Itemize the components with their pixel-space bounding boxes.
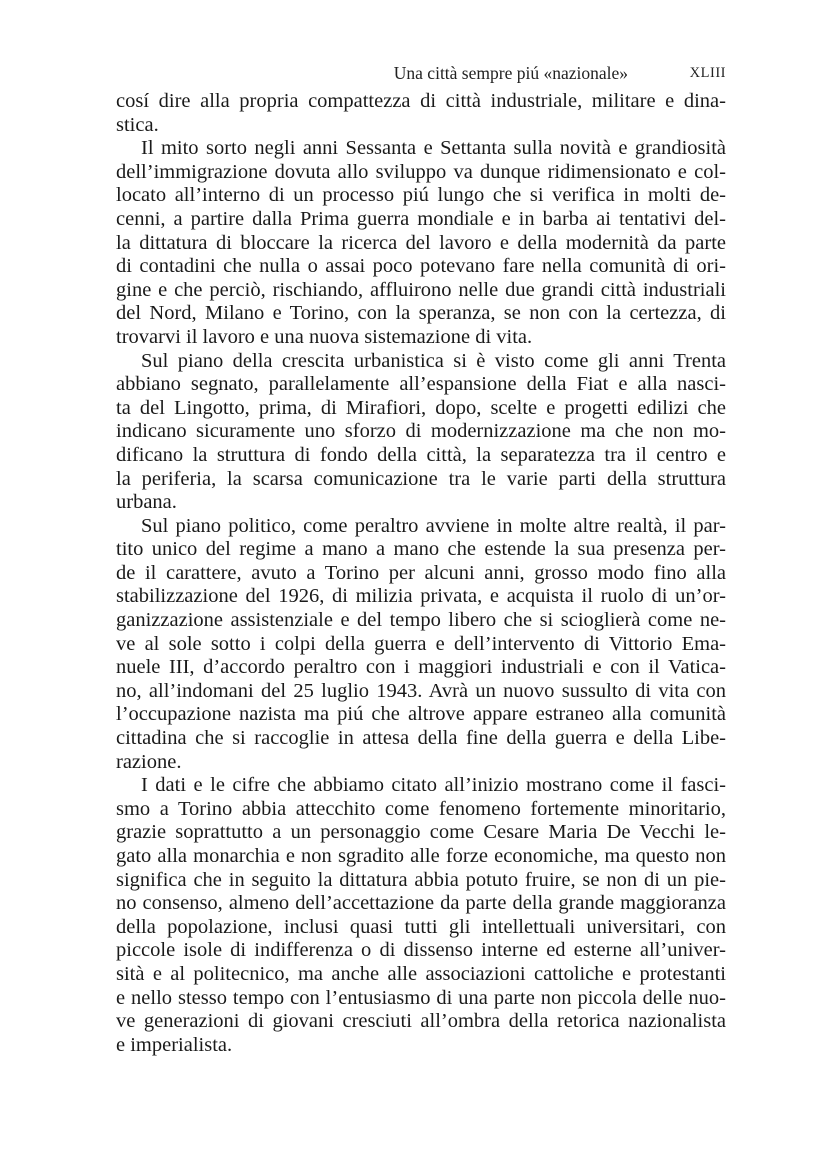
paragraph bbox=[116, 90, 726, 137]
text-line: di contadini che nulla o assai poco potevano fare nella comunità di ori- bbox=[116, 255, 726, 278]
text-line: del Nord, Milano e Torino, con la speranza, se non con la certezza, di bbox=[116, 302, 726, 325]
text-line: gato alla monarchia e non sgradito alle forze economiche, ma questo non bbox=[116, 845, 726, 867]
text-line: stica. bbox=[116, 113, 159, 136]
text-line: stabilizzazione del 1926, di milizia privata, e acquista il ruolo di un’or- bbox=[116, 585, 726, 608]
body-text bbox=[116, 90, 726, 1057]
text-line: no, all’indomani del 25 luglio 1943. Avrà un nuovo sussulto di vita con bbox=[116, 679, 726, 702]
text-line: Sul piano della crescita urbanistica si è visto come gli anni Trenta bbox=[141, 349, 726, 372]
text-line: tito unico del regime a mano a mano che estende la sua presenza per- bbox=[116, 538, 726, 561]
text-line: I dati e le cifre che abbiamo citato all’inizio mostrano come il fasci- bbox=[141, 774, 726, 797]
text-line: de il carattere, avuto a Torino per alcuni anni, grosso modo fino alla bbox=[116, 561, 726, 584]
text-line: ve generazioni di giovani cresciuti all’ombra della retorica nazionalista bbox=[116, 1010, 726, 1033]
text-line: ve al sole sotto i colpi della guerra e dell’intervento di Vittorio Ema- bbox=[116, 632, 726, 655]
text-line: no consenso, almeno dell’accettazione da parte della grande maggioranza bbox=[116, 892, 726, 915]
text-line: ta del Lingotto, prima, di Mirafiori, dopo, scelte e progetti edilizi che bbox=[116, 396, 726, 419]
text-line: abbiano segnato, parallelamente all’espansione della Fiat e alla nasci- bbox=[116, 373, 726, 396]
text-line: nuele III, d’accordo peraltro con i maggiori industriali e con il Vatica- bbox=[116, 656, 726, 679]
text-line: indicano sicuramente uno sforzo di modernizzazione ma che non mo- bbox=[116, 420, 726, 443]
text-line: grazie soprattutto a un personaggio come Cesare Maria De Vecchi le- bbox=[116, 821, 726, 844]
text-line: cenni, a partire dalla Prima guerra mondiale e in barba ai tentativi del- bbox=[116, 207, 726, 230]
text-line: dell’immigrazione dovuta allo sviluppo va dunque ridimensionato e col- bbox=[116, 160, 726, 183]
text-line: e nello stesso tempo con l’entusiasmo di una parte non piccola delle nuo- bbox=[116, 986, 726, 1009]
text-line: dificano la struttura di fondo della città, la separatezza tra il centro e bbox=[116, 443, 726, 466]
text-line: urbana. bbox=[116, 491, 177, 514]
text-line: l’occupazione nazista ma piú che altrove appare estraneo alla comunità bbox=[116, 703, 726, 726]
text-line: cosí dire alla propria compattezza di città industriale, militare e dina- bbox=[116, 90, 726, 112]
page-number: XLIII bbox=[689, 65, 726, 81]
paragraph bbox=[116, 137, 726, 349]
text-line: sità e al politecnico, ma anche alle associazioni cattoliche e protestanti bbox=[116, 962, 726, 985]
text-line: piccole isole di indifferenza o di dissenso interne ed esterne all’univer- bbox=[116, 939, 726, 962]
text-line: la dittatura di bloccare la ricerca del lavoro e della modernità da parte bbox=[116, 231, 726, 254]
text-line: gine e che perciò, rischiando, affluirono nelle due grandi città industriali bbox=[116, 278, 726, 301]
text-line: locato all’interno di un processo piú lungo che si verifica in molti de- bbox=[116, 184, 726, 207]
text-line: trovarvi il lavoro e una nuova sistemazione di vita. bbox=[116, 325, 533, 348]
running-title: Una città sempre piú «nazionale» bbox=[393, 63, 628, 83]
text-line: della popolazione, inclusi quasi tutti gli intellettuali universitari, con bbox=[116, 915, 726, 938]
text-line: smo a Torino abbia attecchito come fenomeno fortemente minoritario, bbox=[116, 797, 726, 820]
running-head bbox=[116, 60, 726, 90]
text-line: e imperialista. bbox=[116, 1033, 233, 1056]
text-line: la periferia, la scarsa comunicazione tra le varie parti della struttura bbox=[116, 467, 726, 490]
text-line: Il mito sorto negli anni Sessanta e Settanta sulla novità e grandiosità bbox=[141, 137, 726, 160]
book-page bbox=[116, 60, 726, 1057]
text-line: significa che in seguito la dittatura abbia potuto fruire, se non di un pie- bbox=[116, 868, 726, 891]
text-line: razione. bbox=[116, 750, 182, 773]
paragraph bbox=[116, 774, 726, 1057]
text-line: Sul piano politico, come peraltro avviene in molte altre realtà, il par- bbox=[141, 514, 726, 537]
text-line: cittadina che si raccoglie in attesa della fine della guerra e della Libe- bbox=[116, 727, 726, 750]
text-line: ganizzazione assistenziale e del tempo libero che si scioglierà come ne- bbox=[116, 609, 726, 632]
paragraph bbox=[116, 350, 726, 515]
paragraph bbox=[116, 515, 726, 775]
